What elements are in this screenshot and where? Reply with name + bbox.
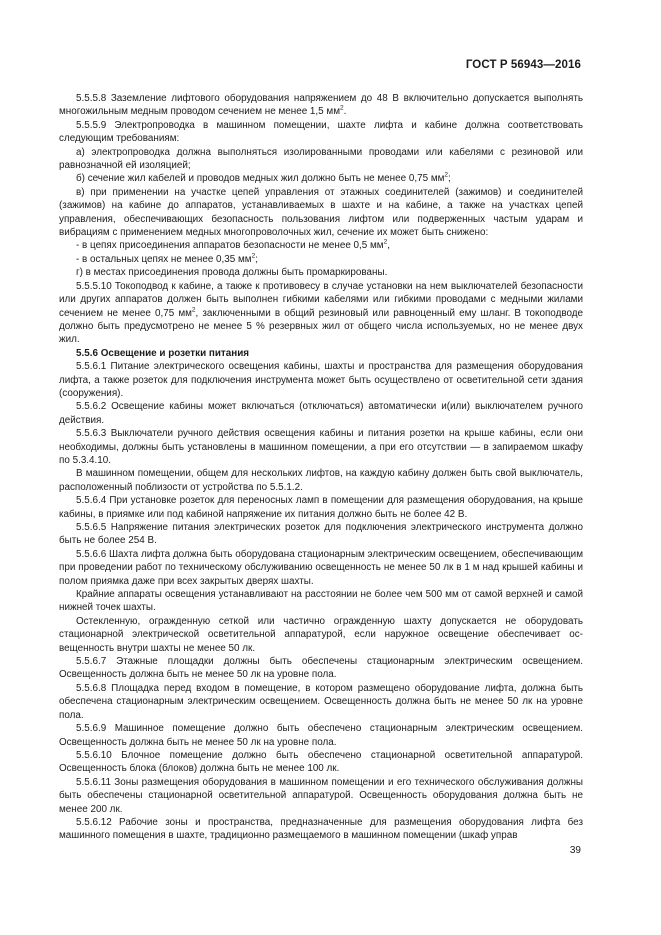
paragraph: 5.5.5.8 Заземление лифтового оборудования напряжением до 48 В включительно допускается выполнять многожильным медным проводом сечением не менее 1,5 $мм^2$.	[59, 93, 583, 118]
paragraph: 5.5.6.10 Блочное помещение должно быть обеспечено стационарной осветительной аппаратурой. Освещенность блока (блоков) должна быть не менее 100 лк.	[59, 749, 583, 775]
paragraph: 5.5.5.9 Электропроводка в машинном помещении, шахте лифта и кабине должна соответствовать следующим требованиям:	[59, 119, 583, 145]
paragraph: 5.5.6.12 Рабочие зоны и пространства, предназначенные для размещения оборудования лифта без машинного помещения в шахте, традиционно размещаемого в машинном помещении (шкаф управ	[59, 816, 583, 842]
paragraph: 5.5.6.6 Шахта лифта должна быть оборудована стационарным электрическим освещением, обеспечивающим при проведении работ по техническому обслуживанию освещенность не менее 50 лк в 1 м над крышей кабины и полом приямка даже при всех закрытых дверях шахты.	[59, 548, 583, 587]
paragraph: 5.5.6.8 Площадка перед входом в помещение, в котором размещено оборудование лифта, должна быть обеспечена стационарным электрическим освещением. Освещенность должна быть не менее 50 лк на уровне пола.	[59, 682, 583, 721]
paragraph: 5.5.6.7 Этажные площадки должны быть обеспечены стационарным электрическим освещением. Освещенность должна быть не менее 50 лк на уровне пола.	[59, 656, 583, 681]
paragraph: 5.5.6.2 Освещение кабины может включаться (отключаться) автоматически и(или) выключателем ручного действия.	[59, 401, 583, 426]
document-body	[59, 92, 583, 843]
paragraph: 5.5.6.5 Напряжение питания электрических розеток для подключения электрического инструмента должно быть не более 254 В.	[59, 522, 583, 547]
page-header	[466, 59, 581, 71]
paragraph: 5.5.6.4 При установке розеток для переносных ламп в помещении для размещения оборудования, на крыше кабины, в приямке или под кабиной напряжение их питания должно быть не более 42 В.	[59, 495, 583, 520]
paragraph: б) сечение жил кабелей и проводов медных жил должно быть не менее 0,75 $мм^2$;	[76, 172, 451, 185]
paragraph: 5.5.6.1 Питание электрического освещения кабины, шахты и пространства для размещения оборудования лифта, а также розеток для подключения инструмента может быть осуществлено от осветительной сети здания (сооружения).	[59, 361, 583, 399]
section-heading: 5.5.6 Освещение и розетки питания	[76, 347, 250, 359]
page-number: 39	[569, 845, 581, 856]
paragraph: а) электропроводка должна выполняться изолированными проводами или кабелями с резиновой или равнозначной ей изоляцией;	[59, 146, 583, 172]
paragraph: 5.5.6.9 Машинное помещение должно быть обеспечено стационарным электрическим освещением. Освещенность должна быть не менее 50 лк на уровне пола.	[59, 723, 583, 748]
paragraph: 5.5.5.10 Токоподвод к кабине, а также к противовесу в случае установки на нем выключателей безопасности или других аппаратов должен быть выполнен гибкими кабелями или гибкими проводами с медными жилами сечением не менее 0,75 $мм^2$, заключенными в общий резиновый или равноценный ему шланг. В токоподводе должно быть предусмотрено не менее 5 % резервных жил от общего числа используемых, но не менее двух жил.	[59, 280, 583, 346]
paragraph: в) при применении на участке цепей управления от этажных соединителей (зажимов) и соединителей (зажимов) на кабине до аппаратов, устанавливаемых в шахте и на кабине, а также на участках цепей управления, обеспечивающих безопасность пользования лифтом или подверженных частым ударам и вибрациям с применением медных многопроволочных жил, сечение их может быть снижено:	[59, 186, 583, 239]
list-item: - в цепях присоединения аппаратов безопасности не менее 0,5 $мм^2$,	[76, 239, 390, 252]
paragraph: 5.5.6.11 Зоны размещения оборудования в машинном помещении и его технического обслуживания должны быть обеспечены стационарной осветительной аппаратурой. Освещенность оборудования должна быть не менее 200 лк.	[59, 776, 583, 815]
paragraph: г) в местах присоединения провода должны быть промаркированы.	[76, 267, 388, 279]
list-item: - в остальных цепях не менее 0,35 $мм^2$;	[76, 252, 258, 265]
standard-code: ГОСТ Р 56943—2016	[465, 59, 581, 71]
paragraph: В машинном помещении, общем для нескольких лифтов, на каждую кабину должен быть свой выключатель, расположенный поблизости от устройства по 5.5.1.2.	[59, 468, 583, 493]
paragraph: 5.5.6.3 Выключатели ручного действия освещения кабины и питания розетки на крыше кабины, если они необходимы, должны быть установлены в машинном помещении, а при его отсутствии — в запираемом шкафу по 5.3.4.10.	[59, 428, 583, 466]
paragraph: Остекленную, огражденную сеткой или частично огражденную шахту допускается не оборудовать стационарной электрической осветительной аппаратурой, если наружное освещение обеспечивает освещенность внутри шахты не менее 50 лк.	[59, 615, 583, 654]
paragraph: Крайние аппараты освещения устанавливают на расстоянии не более чем 500 мм от самой верхней и самой нижней точек шахты.	[59, 589, 583, 614]
